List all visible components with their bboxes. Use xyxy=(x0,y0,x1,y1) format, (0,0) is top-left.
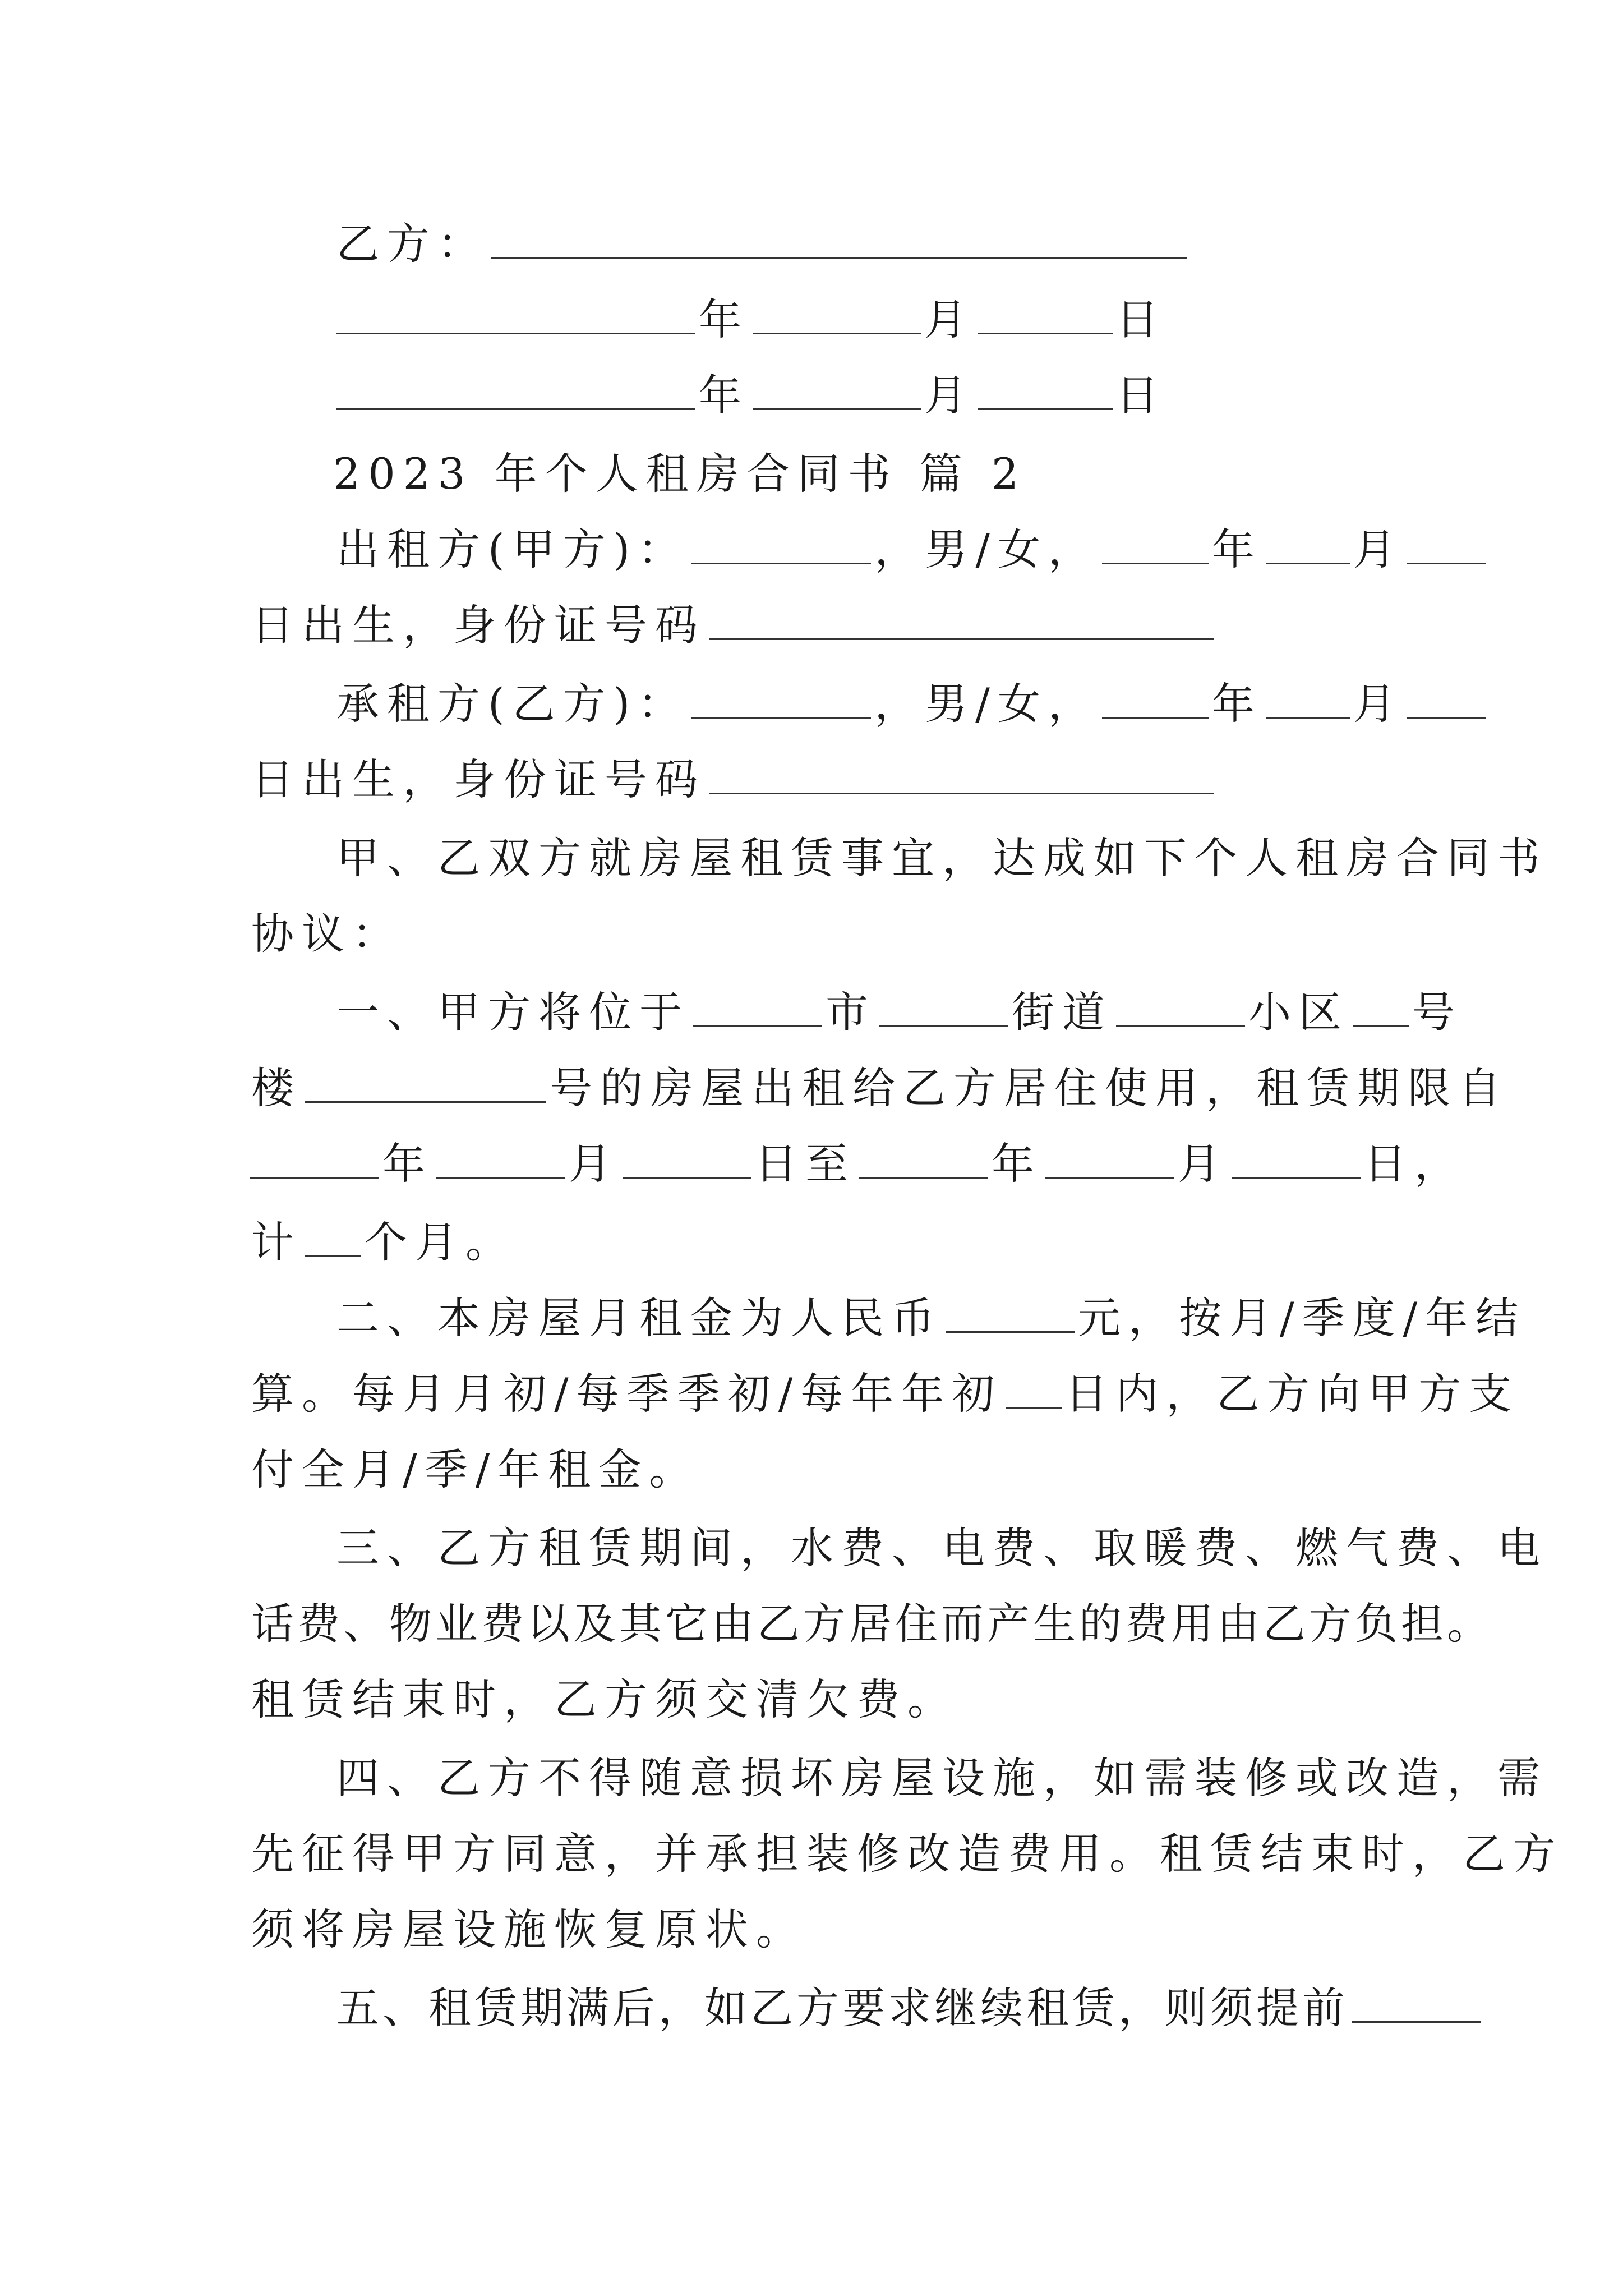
party-b-label: 乙方： xyxy=(336,219,488,269)
year-blank xyxy=(336,369,695,410)
clause-3-line-2: 话费、物业费以及其它由乙方居住而产生的费用由乙方负担。 xyxy=(251,1599,1493,1649)
lessee-year-label: 年 xyxy=(1211,679,1262,729)
lessor-name-blank xyxy=(691,523,871,564)
clause-1-line-1 xyxy=(336,984,1463,1041)
lessee-label: 承租方(乙方)： xyxy=(336,679,689,729)
clause-1-line-3 xyxy=(247,1136,1465,1192)
lessor-year-label: 年 xyxy=(1211,524,1262,574)
end-day-blank xyxy=(1232,1138,1361,1179)
clause-2-text-2: 元，按月/季度/年结 xyxy=(1078,1293,1527,1343)
clause-3-line-1: 三、乙方租赁期间，水费、电费、取暖费、燃气费、电 xyxy=(336,1523,1548,1573)
clause-2-line-3: 付全月/季/年租金。 xyxy=(251,1444,700,1494)
clause-3-line-3: 租赁结束时，乙方须交清欠费。 xyxy=(251,1674,958,1724)
day-blank xyxy=(978,369,1113,410)
rent-blank xyxy=(946,1292,1075,1333)
year-blank xyxy=(336,293,695,334)
end-day-label: 日， xyxy=(1364,1139,1465,1189)
day-blank xyxy=(978,293,1113,334)
end-month-blank xyxy=(1045,1138,1174,1179)
month-blank xyxy=(753,293,921,334)
clause-5-text: 五、租赁期满后，如乙方要求继续租赁，则须提前 xyxy=(336,1983,1348,2033)
lessor-gender: ，男/女， xyxy=(874,524,1099,574)
lessor-label: 出租方(甲方)： xyxy=(336,524,689,574)
end-year-blank xyxy=(859,1138,988,1179)
lessee-name-blank xyxy=(691,678,871,719)
lessee-line-2 xyxy=(251,752,1217,808)
start-day-blank xyxy=(623,1138,751,1179)
intro-line-2: 协议： xyxy=(251,909,403,959)
lessee-born-label: 日出生，身份证号码 xyxy=(251,754,706,804)
lessor-line-2 xyxy=(251,597,1217,654)
lessor-year-blank xyxy=(1102,523,1209,564)
months-label: 个月。 xyxy=(365,1217,516,1267)
building-blank xyxy=(1353,986,1409,1027)
clause-5-line-1 xyxy=(336,1980,1484,2036)
lessee-gender: ，男/女， xyxy=(874,679,1099,729)
start-year-blank xyxy=(250,1138,379,1179)
lessee-line-1 xyxy=(336,676,1489,732)
lessee-month-blank xyxy=(1266,678,1350,719)
community-label: 小区 xyxy=(1248,987,1349,1037)
clause-2-text-4: 日内，乙方向甲方支 xyxy=(1065,1369,1520,1419)
city-blank xyxy=(693,986,822,1027)
lessee-month-label: 月 xyxy=(1353,679,1404,729)
street-blank xyxy=(879,986,1008,1027)
day-label: 日 xyxy=(1116,370,1166,420)
end-year-label: 年 xyxy=(992,1139,1042,1189)
community-blank xyxy=(1116,986,1245,1027)
end-month-label: 月 xyxy=(1178,1139,1228,1189)
clause-4-line-2: 先征得甲方同意，并承担装修改造费用。租赁结束时，乙方 xyxy=(251,1829,1564,1879)
lessor-month-blank xyxy=(1266,523,1350,564)
room-blank xyxy=(305,1062,546,1103)
city-label: 市 xyxy=(826,987,876,1037)
party-b-blank xyxy=(491,218,1187,259)
date-line-1 xyxy=(333,292,1166,348)
clause-1-text-2: 号的房屋出租给乙方居住使用，租赁期限自 xyxy=(550,1063,1509,1113)
total-label: 计 xyxy=(251,1217,302,1267)
building-label: 号 xyxy=(1412,987,1463,1037)
street-label: 街道 xyxy=(1012,987,1113,1037)
pay-days-blank xyxy=(1006,1368,1062,1409)
section-title: 2023 年个人租房合同书 篇 2 xyxy=(333,449,1027,499)
month-label: 月 xyxy=(924,370,975,420)
clause-4-line-3: 须将房屋设施恢复原状。 xyxy=(251,1904,806,1954)
month-label: 月 xyxy=(924,295,975,344)
clause-2-text-3: 算。每月月初/每季季初/每年年初 xyxy=(251,1369,1003,1419)
lessor-line-1 xyxy=(336,522,1489,578)
lessee-id-blank xyxy=(709,753,1214,794)
clause-1-line-2 xyxy=(251,1060,1509,1116)
lessor-day-blank xyxy=(1407,523,1486,564)
clause-2-line-2 xyxy=(251,1366,1519,1422)
clause-4-line-1: 四、乙方不得随意损坏房屋设施，如需装修或改造，需 xyxy=(336,1753,1548,1803)
lessee-year-blank xyxy=(1102,678,1209,719)
year-label: 年 xyxy=(699,295,749,344)
intro-line-1: 甲、乙双方就房屋租赁事宜，达成如下个人租房合同书 xyxy=(336,833,1548,883)
party-b-signature-line xyxy=(336,216,1190,272)
clause-2-text-1: 二、本房屋月租金为人民币 xyxy=(336,1293,942,1343)
clause-2-line-1 xyxy=(336,1290,1526,1346)
start-day-label: 日至 xyxy=(755,1139,856,1189)
lessor-born-label: 日出生，身份证号码 xyxy=(251,600,706,650)
clause-1-text: 一、甲方将位于 xyxy=(336,987,690,1037)
start-month-blank xyxy=(436,1138,565,1179)
start-month-label: 月 xyxy=(569,1139,619,1189)
date-line-2 xyxy=(333,367,1166,424)
months-blank xyxy=(305,1216,361,1257)
lessee-day-blank xyxy=(1407,678,1486,719)
year-label: 年 xyxy=(699,370,749,420)
lessor-month-label: 月 xyxy=(1353,524,1404,574)
lessor-id-blank xyxy=(709,599,1214,640)
month-blank xyxy=(753,369,921,410)
clause-1-line-4 xyxy=(251,1214,516,1271)
start-year-label: 年 xyxy=(382,1139,433,1189)
floor-label: 楼 xyxy=(251,1063,302,1113)
day-label: 日 xyxy=(1116,295,1166,344)
notice-days-blank xyxy=(1352,1982,1481,2023)
